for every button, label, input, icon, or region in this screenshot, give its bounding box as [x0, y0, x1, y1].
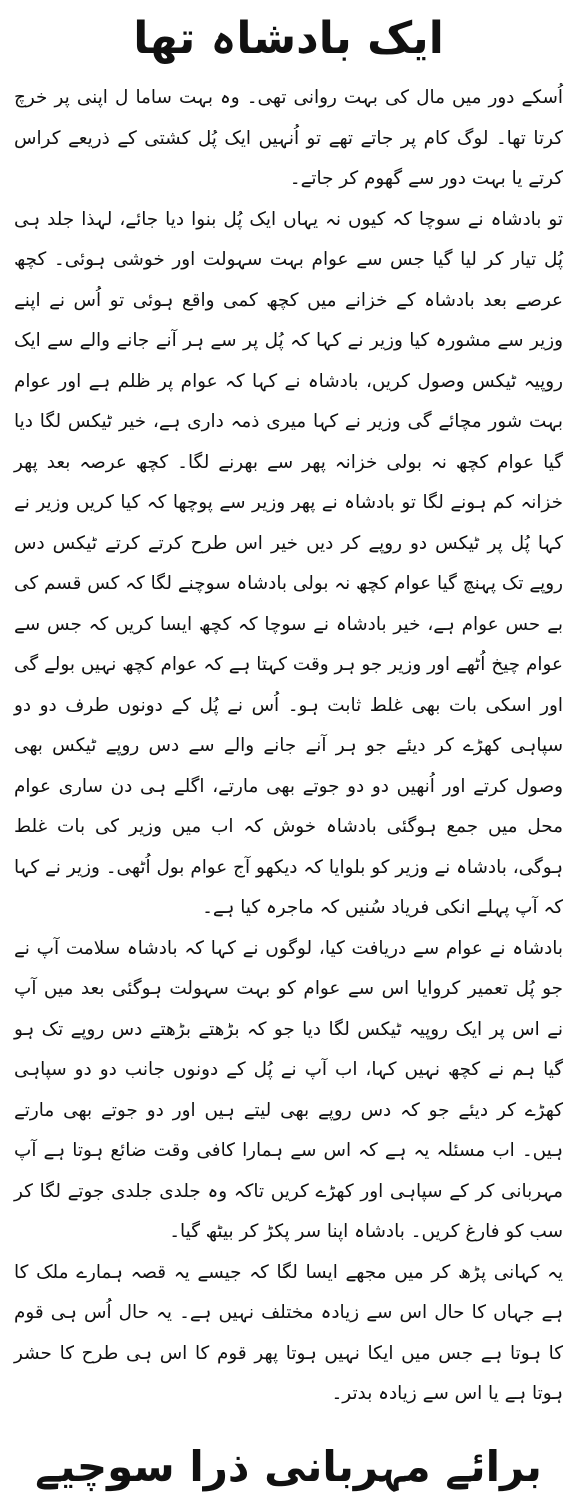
closing-message: برائے مہربانی ذرا سوچیے	[35, 1441, 542, 1491]
paragraph-2: تو بادشاہ نے سوچا کہ کیوں نہ یہاں ایک پُل بنوا دیا جائے، لہذا جلد ہی پُل تیار کر لیا گیا جس سے عوام بہت سہولت اور خوشی ہوئی۔ کچھ عرصے بعد بادشاہ کے خزانے میں کچھ کمی واقع ہوئی تو اُس نے اپنے وزیر سے مشورہ کیا وزیر نے کہا کہ پُل پر سے ہر آنے جانے والے سے ایک روپیہ ٹیکس وصول کریں، بادشاہ نے کہا کہ عوام پر ظلم ہے اور عوام بہت شور مچائے گی وزیر نے کہا میری ذمہ داری ہے، خیر ٹیکس لگا دیا گیا عوام کچھ نہ بولی خزانہ پھر سے بھرنے لگا۔ کچھ عرصہ بعد پھر خزانہ کم ہونے لگا تو بادشاہ نے پھر وزیر سے پوچھا کہ کیا کریں وزیر نے کہا پُل پر ٹیکس دو روپے کر دیں خیر اس طرح کرتے کرتے ٹیکس دس روپے تک پہنچ گیا عوام کچھ نہ بولی بادشاہ سوچنے لگا کہ کس قسم کی بے حس عوام ہے، خیر بادشاہ نے سوچا کہ کچھ ایسا کریں کہ جس سے عوام چیخ اُٹھے اور وزیر جو ہر وقت کہتا ہے کہ عوام کچھ نہیں بولے گی اور اسکی بات بھی غلط ثابت ہو۔ اُس نے پُل کے دونوں طرف دو دو سپاہی کھڑے کر دیئے جو ہر آنے جانے والے سے دس روپے ٹیکس بھی وصول کرتے اور اُنھیں دو دو جوتے بھی مارتے، اگلے ہی دن ساری عوام محل میں جمع ہوگئی بادشاہ خوش کہ اب میں وزیر کی بات غلط ہوگی، بادشاہ نے وزیر کو بلوایا کہ دیکھو آج عوام بول اُٹھی۔ وزیر نے کہا کہ آپ پہلے انکی فریاد سُنیں کہ ماجرہ کیا ہے۔	[14, 208, 563, 918]
paragraph-3: بادشاہ نے عوام سے دریافت کیا، لوگوں نے کہا کہ بادشاہ سلامت آپ نے جو پُل تعمیر کروایا اس سے عوام کو بہت سہولت ہوگئی بعد میں آپ نے اس پر ایک روپیہ ٹیکس لگا دیا جو کہ بڑھتے بڑھتے دس روپے تک ہو گیا ہم نے کچھ نہیں کہا، اب آپ نے پُل کے دونوں جانب دو دو سپاہی کھڑے کر دیئے جو کہ دس روپے بھی لیتے ہیں اور دو جوتے بھی مارتے ہیں۔ اب مسئلہ یہ ہے کہ اس سے ہمارا کافی وقت ضائع ہوتا ہے آپ مہربانی کر کے سپاہی اور کھڑے کریں تاکہ وہ جلدی جلدی جوتے لگا کر سب کو فارغ کریں۔ بادشاہ اپنا سر پکڑ کر بیٹھ گیا۔	[14, 937, 563, 1242]
paragraph-1: اُسکے دور میں مال کی بہت روانی تھی۔ وہ بہت ساما ل اپنی پر خرچ کرتا تھا۔ لوگ کام پر جاتے تھے تو اُنہیں ایک پُل کشتی کے ذریعے کراس کرتے یا بہت دور سے گھوم کر جاتے۔	[14, 87, 563, 189]
paragraph-4: یہ کہانی پڑھ کر میں مجھے ایسا لگا کہ جیسے یہ قصہ ہمارے ملک کا ہے جہاں کا حال اس سے زیادہ مختلف نہیں ہے۔ یہ حال اُس ہی قوم کا ہوتا ہے جس میں ایکا نہیں ہوتا پھر قوم کا اس ہی طرح کا حشر ہوتا ہے یا اس سے زیادہ بدتر۔	[14, 1261, 563, 1404]
article-body	[14, 78, 563, 1415]
article-title: ایک بادشاہ تھا	[133, 13, 444, 64]
